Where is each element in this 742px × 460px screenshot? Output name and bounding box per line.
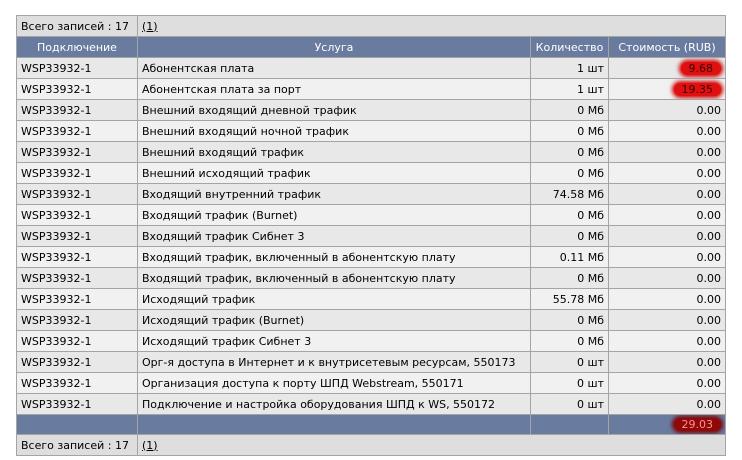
service-cell [138, 226, 531, 247]
cost-cell-text: 19.35 [674, 83, 722, 96]
quantity-cell [531, 58, 609, 79]
connection-cell [17, 352, 138, 373]
cost-cell [609, 205, 726, 226]
service-cell-text: Внешний входящий дневной трафик [142, 103, 357, 117]
total-cost-cell [609, 415, 726, 435]
quantity-cell [531, 121, 609, 142]
cost-cell-text: 0.00 [696, 271, 722, 285]
table-row [17, 373, 726, 394]
quantity-cell-text: 0 Мб [577, 103, 604, 117]
connection-cell-text: WSP33932-1 [21, 271, 92, 285]
connection-cell-text: WSP33932-1 [21, 292, 92, 306]
connection-cell [17, 163, 138, 184]
service-cell [138, 163, 531, 184]
quantity-cell [531, 247, 609, 268]
quantity-cell-text: 1 шт [577, 61, 604, 75]
total-cost-value: 29.03 [674, 418, 722, 431]
service-cell-text: Входящий трафик (Burnet) [142, 208, 298, 222]
service-cell [138, 184, 531, 205]
total-records-label: Всего записей : 17 [17, 435, 138, 456]
cost-cell [609, 289, 726, 310]
service-cell [138, 373, 531, 394]
table-row [17, 226, 726, 247]
cost-cell [609, 394, 726, 415]
quantity-cell [531, 226, 609, 247]
service-cell-text: Подключение и настройка оборудования ШПД к WS, 550172 [142, 397, 496, 411]
cost-cell-text: 0.00 [696, 103, 722, 117]
cost-cell-text: 0.00 [696, 376, 722, 390]
quantity-cell [531, 79, 609, 100]
connection-cell [17, 58, 138, 79]
service-cell-text: Внешний входящий ночной трафик [142, 124, 349, 138]
table-row [17, 331, 726, 352]
cost-cell-text: 0.00 [696, 292, 722, 306]
cost-cell-text: 0.00 [696, 355, 722, 369]
top-records-bar [17, 16, 726, 37]
total-row [17, 415, 726, 435]
page-link[interactable]: (1) [142, 19, 158, 33]
connection-cell-text: WSP33932-1 [21, 124, 92, 138]
connection-cell [17, 373, 138, 394]
service-cell-text: Входящий трафик Сибнет 3 [142, 229, 305, 243]
table-row [17, 205, 726, 226]
quantity-cell [531, 394, 609, 415]
table-row [17, 394, 726, 415]
cost-cell-text: 0.00 [696, 145, 722, 159]
connection-cell [17, 331, 138, 352]
connection-cell [17, 289, 138, 310]
table-row [17, 58, 726, 79]
billing-table [16, 15, 726, 456]
connection-cell-text: WSP33932-1 [21, 397, 92, 411]
connection-cell-text: WSP33932-1 [21, 250, 92, 264]
service-cell-text: Внешний входящий трафик [142, 145, 304, 159]
connection-cell-text: WSP33932-1 [21, 208, 92, 222]
quantity-cell-text: 0 Мб [577, 124, 604, 138]
quantity-cell-text: 0.11 Мб [559, 250, 604, 264]
cost-cell [609, 121, 726, 142]
service-cell [138, 331, 531, 352]
connection-cell [17, 247, 138, 268]
quantity-cell [531, 205, 609, 226]
cost-cell-text: 0.00 [696, 397, 722, 411]
service-cell [138, 205, 531, 226]
cost-cell [609, 100, 726, 121]
total-records-label: Всего записей : 17 [17, 16, 138, 37]
cost-cell [609, 373, 726, 394]
connection-cell [17, 142, 138, 163]
quantity-cell [531, 289, 609, 310]
service-cell-text: Входящий трафик, включенный в абонентскую плату [142, 250, 456, 264]
cost-cell-text: 0.00 [696, 166, 722, 180]
connection-cell [17, 121, 138, 142]
quantity-cell-text: 1 шт [577, 82, 604, 96]
table-row [17, 100, 726, 121]
quantity-cell-text: 74.58 Мб [552, 187, 604, 201]
service-cell [138, 289, 531, 310]
billing-panel [16, 15, 725, 456]
connection-cell-text: WSP33932-1 [21, 376, 92, 390]
table-row [17, 352, 726, 373]
table-row [17, 142, 726, 163]
table-row [17, 310, 726, 331]
connection-cell-text: WSP33932-1 [21, 313, 92, 327]
cost-cell [609, 268, 726, 289]
quantity-cell-text: 0 шт [577, 355, 604, 369]
service-cell [138, 247, 531, 268]
connection-cell-text: WSP33932-1 [21, 103, 92, 117]
cost-cell [609, 226, 726, 247]
quantity-cell-text: 0 Мб [577, 313, 604, 327]
quantity-cell [531, 163, 609, 184]
service-cell [138, 100, 531, 121]
service-cell [138, 310, 531, 331]
connection-cell-text: WSP33932-1 [21, 145, 92, 159]
table-row [17, 289, 726, 310]
header-cost[interactable]: Стоимость (RUB) [609, 37, 726, 58]
cost-cell-text: 0.00 [696, 334, 722, 348]
quantity-cell [531, 100, 609, 121]
quantity-cell [531, 268, 609, 289]
bottom-records-bar [17, 435, 726, 456]
quantity-cell [531, 352, 609, 373]
connection-cell [17, 100, 138, 121]
quantity-cell [531, 373, 609, 394]
header-service[interactable]: Услуга [138, 37, 531, 58]
quantity-cell-text: 55.78 Мб [552, 292, 604, 306]
service-cell-text: Исходящий трафик (Burnet) [142, 313, 305, 327]
cost-cell [609, 331, 726, 352]
service-cell [138, 142, 531, 163]
cost-cell [609, 163, 726, 184]
connection-cell-text: WSP33932-1 [21, 82, 92, 96]
page-link[interactable]: (1) [142, 438, 158, 452]
cost-cell [609, 310, 726, 331]
service-cell [138, 352, 531, 373]
connection-cell [17, 268, 138, 289]
cost-cell [609, 58, 726, 79]
quantity-cell-text: 0 Мб [577, 145, 604, 159]
connection-cell [17, 184, 138, 205]
header-connection[interactable]: Подключение [17, 37, 138, 58]
table-row [17, 79, 726, 100]
cost-cell-text: 0.00 [696, 124, 722, 138]
quantity-cell-text: 0 шт [577, 376, 604, 390]
table-row [17, 121, 726, 142]
service-cell-text: Орг-я доступа в Интернет и к внутрисетевым ресурсам, 550173 [142, 355, 516, 369]
table-row [17, 184, 726, 205]
service-cell-text: Внешний исходящий трафик [142, 166, 311, 180]
cost-cell [609, 247, 726, 268]
quantity-cell [531, 142, 609, 163]
quantity-cell-text: 0 Мб [577, 166, 604, 180]
cost-cell [609, 352, 726, 373]
service-cell [138, 394, 531, 415]
cost-cell-text: 0.00 [696, 208, 722, 222]
service-cell [138, 268, 531, 289]
connection-cell-text: WSP33932-1 [21, 355, 92, 369]
quantity-cell-text: 0 Мб [577, 229, 604, 243]
connection-cell-text: WSP33932-1 [21, 166, 92, 180]
service-cell-text: Входящий трафик, включенный в абонентскую плату [142, 271, 456, 285]
connection-cell [17, 205, 138, 226]
connection-cell-text: WSP33932-1 [21, 187, 92, 201]
quantity-cell [531, 331, 609, 352]
service-cell-text: Организация доступа к порту ШПД Webstream, 550171 [142, 376, 464, 390]
header-quantity[interactable]: Количество [531, 37, 609, 58]
quantity-cell-text: 0 Мб [577, 271, 604, 285]
quantity-cell-text: 0 Мб [577, 208, 604, 222]
cost-cell-text: 0.00 [696, 187, 722, 201]
cost-cell [609, 184, 726, 205]
service-cell-text: Входящий внутренний трафик [142, 187, 322, 201]
service-cell-text: Исходящий трафик [142, 292, 256, 306]
cost-cell-text: 0.00 [696, 313, 722, 327]
connection-cell [17, 394, 138, 415]
total-empty-cell [138, 415, 531, 435]
total-empty-cell [17, 415, 138, 435]
connection-cell [17, 226, 138, 247]
service-cell [138, 121, 531, 142]
quantity-cell-text: 0 шт [577, 397, 604, 411]
connection-cell-text: WSP33932-1 [21, 229, 92, 243]
connection-cell-text: WSP33932-1 [21, 61, 92, 75]
service-cell-text: Абонентская плата за порт [142, 82, 302, 96]
service-cell-text: Абонентская плата [142, 61, 255, 75]
table-row [17, 163, 726, 184]
table-row [17, 247, 726, 268]
column-headers [17, 37, 726, 58]
total-empty-cell [531, 415, 609, 435]
quantity-cell-text: 0 Мб [577, 334, 604, 348]
quantity-cell [531, 184, 609, 205]
quantity-cell [531, 310, 609, 331]
connection-cell-text: WSP33932-1 [21, 334, 92, 348]
service-cell [138, 79, 531, 100]
cost-cell-text: 0.00 [696, 229, 722, 243]
connection-cell [17, 79, 138, 100]
connection-cell [17, 310, 138, 331]
cost-cell-text: 0.00 [696, 250, 722, 264]
cost-cell-text: 9.68 [681, 62, 722, 75]
table-row [17, 268, 726, 289]
service-cell [138, 58, 531, 79]
service-cell-text: Исходящий трафик Сибнет 3 [142, 334, 312, 348]
cost-cell [609, 79, 726, 100]
cost-cell [609, 142, 726, 163]
